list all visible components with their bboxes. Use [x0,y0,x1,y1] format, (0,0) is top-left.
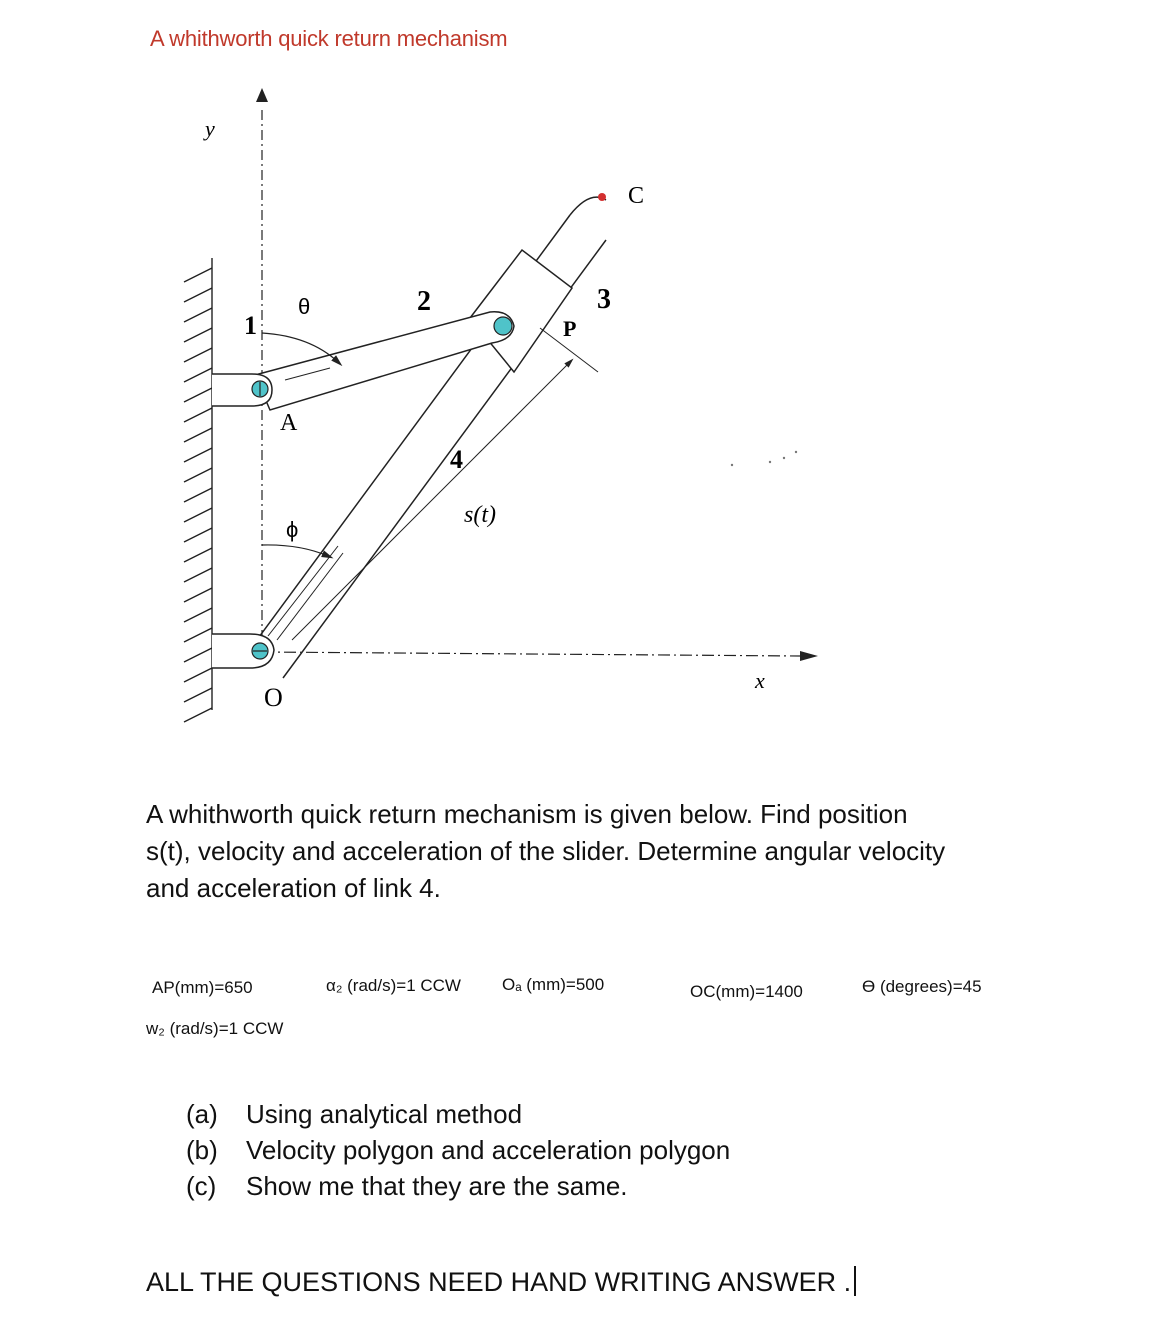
axis-x-label: x [755,668,765,693]
page-title: A whithworth quick return mechanism [150,26,508,51]
wall-hatch-line [184,508,212,522]
param-oc: OC(mm)=1400 [690,982,803,1001]
wall-hatch-line [184,348,212,362]
part-c [186,1168,730,1204]
wall-hatch-line [184,288,212,302]
wall-hatch-line [184,668,212,682]
label-theta: θ [298,294,311,319]
axis-y-label: y [205,116,215,141]
problem-line-1: A whithworth quick return mechanism is given below. Find position [146,799,908,829]
wall-hatch-line [184,628,212,642]
y-axis [256,88,268,650]
wall-hatch-line [184,328,212,342]
part-a-label: (a) [186,1099,218,1129]
wall-hatch-line [184,268,212,282]
part-c-label: (c) [186,1171,217,1201]
param-alpha2: α₂ (rad/s)=1 CCW [326,976,461,995]
label-3: 3 [597,284,611,315]
wall-hatch-line [184,408,212,422]
param-theta: ϴ (degrees)=45 [862,977,982,996]
problem-line-2: s(t), velocity and acceleration of the slider. Determine angular velocity [146,836,946,866]
label-phi: ϕ [286,517,299,542]
problem-statement [146,796,1146,907]
label-s: s(t) [464,502,496,528]
label-c: C [628,183,645,209]
x-axis [262,651,818,661]
question-parts [186,1096,730,1204]
wall-hatch-line [184,488,212,502]
dotted-remnant [731,451,797,466]
param-w2: w₂ (rad/s)=1 CCW [146,1019,284,1038]
footer-note [146,1266,856,1298]
wall-hatch-line [184,708,212,722]
param-ap: AP(mm)=650 [152,978,253,997]
text-cursor [854,1266,856,1296]
label-1: 1 [244,311,257,340]
link-4-slotted-bar [248,197,606,678]
wall-hatch-line [184,648,212,662]
label-4: 4 [450,445,463,474]
pin-p [494,317,512,335]
link-2-crank [255,312,514,410]
wall-hatch-line [184,568,212,582]
label-o: O [264,683,283,712]
point-c [598,193,606,201]
problem-line-3: and acceleration of link 4. [146,873,441,903]
slider-block-3 [470,250,572,372]
wall-hatch-line [184,368,212,382]
wall-hatch-line [184,388,212,402]
label-a: A [280,410,298,436]
wall-hatch-line [184,688,212,702]
part-b-label: (b) [186,1135,218,1165]
part-a-text: Using analytical method [246,1099,523,1129]
wall-hatch-line [184,588,212,602]
label-2: 2 [417,286,431,317]
part-b [186,1132,730,1168]
wall-hatch-line [184,528,212,542]
wall-hatch-line [184,608,212,622]
wall-hatch-line [184,548,212,562]
wall-hatch-line [184,468,212,482]
param-oa: Oₐ (mm)=500 [502,975,605,994]
wall-hatch-line [184,448,212,462]
phi-arc [262,545,328,556]
footer-text: ALL THE QUESTIONS NEED HAND WRITING ANSWER . [146,1267,852,1297]
label-p: P [563,316,577,341]
wall-hatch-line [184,308,212,322]
part-b-text: Velocity polygon and acceleration polygon [246,1135,731,1165]
part-a [186,1096,730,1132]
ground-wall [184,258,212,722]
part-c-text: Show me that they are the same. [246,1171,628,1201]
wall-hatch-line [184,428,212,442]
